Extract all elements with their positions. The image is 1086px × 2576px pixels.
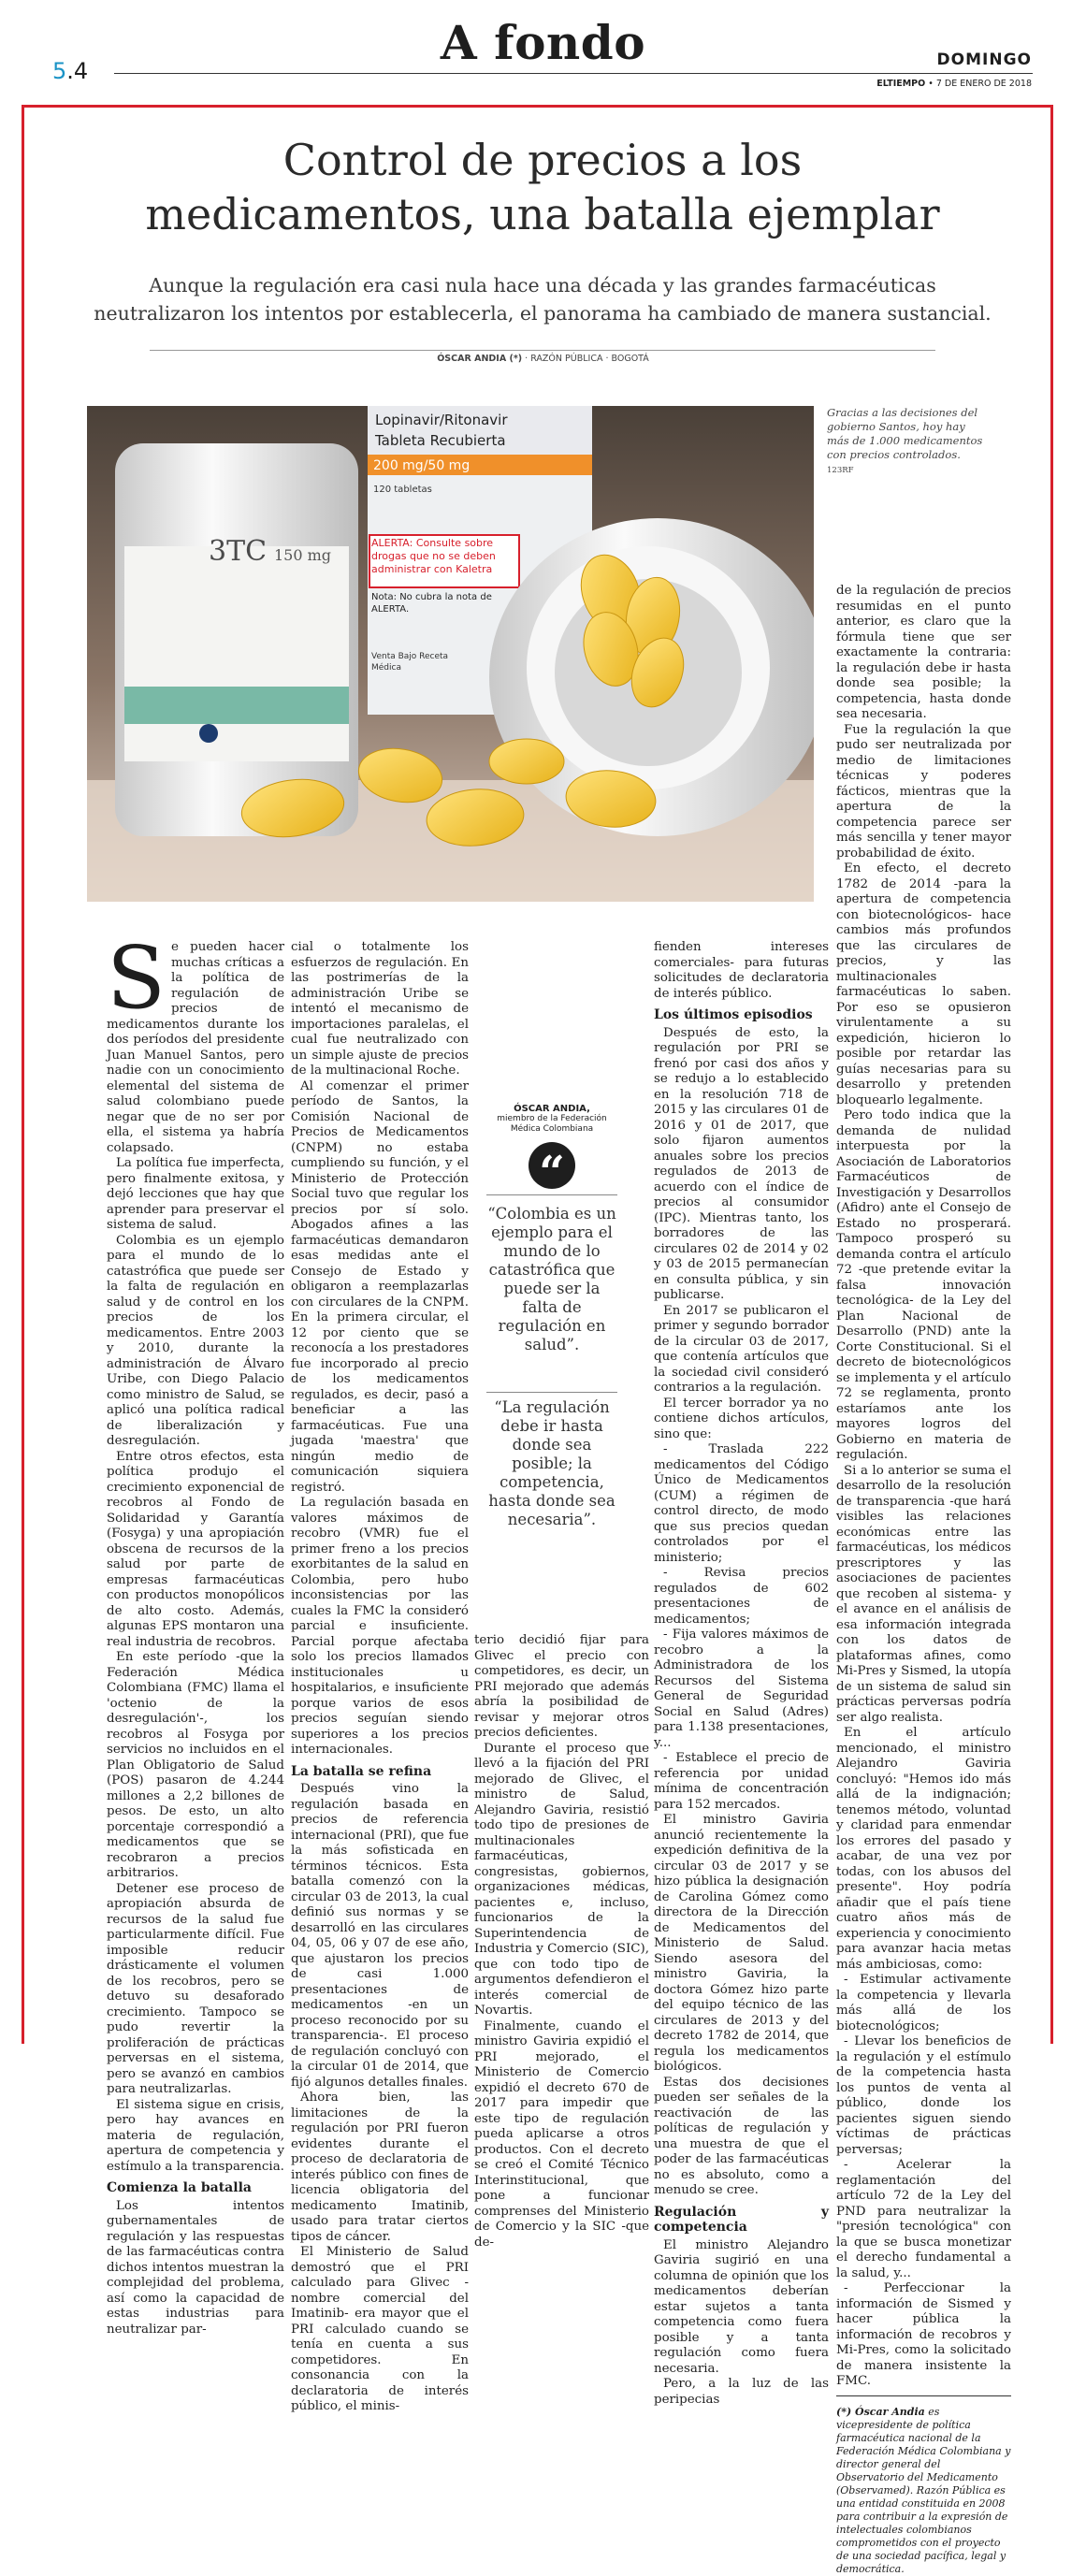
body-column-4 bbox=[654, 940, 829, 2408]
section-title: A fondo bbox=[440, 15, 646, 70]
body-paragraph: Después vino la regulación basada en precios de referencia internacional (PRI), que fue la más sofisticada en términos técnicos. Esta batalla comenzó con la circular 03 de 2013, la cual definió sus normas y se desarrolló en las circulares 04, 05, 06 y 07 de ese año, que ajustaron los precios de casi 1.000 presentaciones de medicamentos -en un proceso reconocido por su transparencia-. El proceso de regulación concluyó con la circular 01 de 2014, que fijó algunos detalles finales. bbox=[291, 1782, 469, 2090]
body-paragraph: Pero, a la luz de las peripecias bbox=[654, 2377, 829, 2407]
body-paragraph: - Acelerar la reglamentación del artículo 72 de la Ley del PND para neutralizar la "presión tecnológica" con la que se busca monetizar el derecho fundamental a la salud, y... bbox=[836, 2158, 1011, 2280]
bio-text: es vicepresidente de política farmacéutica nacional de la Federación Médica Colombiana y director general del Observatorio del Medicamento (Observamed). Razón Pública es una entidad constituida en 2008 para contribuir a la expresión de intelectuales colombianos comprometidos con el proyecto de una sociedad pacífica, legal y democrática. bbox=[836, 2405, 1011, 2575]
box-dose: 200 mg/50 mg bbox=[373, 458, 471, 473]
author-bio bbox=[836, 2406, 1011, 2576]
body-paragraph: Después de esto, la regulación por PRI se frenó por casi dos años y se redujo a lo establecido en la resolución 718 de 2015 y las circulares 01 de 2016 y 01 de 2017, que solo fijaron aumentos anuales sobre los precios regulados de 2013 de acuerdo con el índice de precios al consumidor (IPC). Mientras tanto, los borradores de las circulares 02 de 2014 y 02 y 03 de 2015 permanecían en consulta pública, y sin publicarse. bbox=[654, 1025, 829, 1302]
body-paragraph: Pero todo indica que la demanda de nulidad interpuesta por la Asociación de Laboratorios Farmacéuticos de Investigación y Desarrollos (Afidro) ante el Consejo de Estado no prosperará. Tampoco prosperó su demanda contra el artículo 72 -que pretende evitar la falsa innovación tecnológica- de la Ley del Plan Nacional de Desarrollo (PND) ante la Corte Constitucional. Si el decreto de biotecnológicos se implementa y el artículo 72 se reglamenta, pronto estaríamos ante los mayores logros del Gobierno en materia de regulación. bbox=[836, 1108, 1011, 1462]
bio-rule bbox=[836, 2395, 1011, 2396]
body-paragraph: En 2017 se publicaron el primer y segundo borrador de la circular 03 de 2017, que contenía artículos que la sociedad civil consideró contrarios a la regulación. bbox=[654, 1303, 829, 1395]
body-paragraph: El tercer borrador ya no contiene dichos artículos, sino que: bbox=[654, 1396, 829, 1441]
box-alert: ALERTA: Consulte sobre drogas que no se deben administrar con Kaletra bbox=[371, 537, 496, 575]
box-sale: Venta Bajo Receta Médica bbox=[371, 652, 449, 673]
header-rule bbox=[114, 73, 1033, 74]
byline-rule bbox=[150, 350, 935, 351]
body-paragraph: El Ministerio de Salud demostró que el PRI calculado para Glivec -nombre comercial del Imatinib- era mayor que el PRI calculado cuando se tenía en cuenta a sus competidores. En consonancia con la declaratoria de interés público, el minis- bbox=[291, 2245, 469, 2413]
photo-caption bbox=[827, 406, 991, 478]
bio-name: (*) Óscar Andia bbox=[836, 2405, 925, 2418]
subhead-regulacion: Regulación y competencia bbox=[654, 2204, 829, 2235]
body-paragraph: La regulación basada en valores máximos de recobro (VMR) fue el primer freno a los precios exorbitantes de la salud en Colombia, pero hubo inconsistencias por las cuales la FMC la consideró parcial e insuficiente. Parcial porque afectaba solo los precios llamados institucionales u hospitalarios, e insuficiente porque varios de esos precios seguían siendo superiores a los precios internacionales. bbox=[291, 1496, 469, 1757]
headline-line-2: medicamentos, una batalla ejemplar bbox=[145, 189, 940, 239]
body-paragraph: El ministro Alejandro Gaviria sugirió en una columna de opinión que los medicamentos deberían estar sujetos a tanta competencia como fuera posible y a tanta regulación como fuera necesaria. bbox=[654, 2237, 829, 2376]
body-paragraph: Entre otros efectos, esta política produjo el crecimiento exponencial de recobros al Fondo de Solidaridad y Garantía (Fosyga) y una apropiación obscena de recursos de la salud por parte de empresas farmacéuticas con productos monopólicos de alto costo. Además, algunas EPS montaron una real industria de recobros. bbox=[107, 1449, 284, 1649]
body-paragraph: - Traslada 222 medicamentos del Código Único de Medicamentos (CUM) a régimen de control directo, de modo que sus precios quedan controlados por el ministerio; bbox=[654, 1442, 829, 1565]
body-column-1 bbox=[107, 928, 284, 2337]
section-number: 5 bbox=[52, 58, 67, 84]
body-paragraph: fienden intereses comerciales- para futuras solicitudes de declaratoria de interés público. bbox=[654, 940, 829, 1001]
body-paragraph: Ahora bien, las limitaciones de la regulación por PRI fueron evidentes durante el proceso de declaratoria de interés público con fines de licencia obligatoria del medicamento Imatinib, usado para tratar ciertos tipos de cáncer. bbox=[291, 2091, 469, 2244]
left-bottle-dose: 150 mg bbox=[274, 546, 332, 564]
body-paragraph: Durante el proceso que llevó a la fijación del PRI mejorado de Glivec, el ministro de Salud, Alejandro Gaviria, resistió todo tipo de presiones de multinacionales farmacéuticas, congresistas, gobiernos, organizaciones médicas, pacientes e, incluso, funcionarios de la Superintendencia de Industria y Comercio (SIC), que con todo tipo de argumentos defendieron el interés comercial de Novartis. bbox=[474, 1741, 649, 2018]
caption-text: Gracias a las decisiones del gobierno Santos, hoy hay más de 1.000 medicamentos con precios controlados. bbox=[827, 406, 983, 461]
headline bbox=[56, 133, 1029, 241]
box-note: Nota: No cubra la nota de ALERTA. bbox=[371, 592, 492, 615]
page-index: .4 bbox=[66, 58, 89, 84]
body-paragraph: En efecto, el decreto 1782 de 2014 -para la apertura de competencia con biotecnológicos- hace cambios más profundos que las circulares de precios, y las multinacionales farmacéuticas lo saben. Por eso se opusieron virulentamente a su expedición, hicieron lo posible por retardar las guías necesarias para su desarrollo y pretenden bloquearlo legalmente. bbox=[836, 861, 1011, 1107]
left-bottle-label: 3TC bbox=[209, 535, 268, 568]
quote-box bbox=[486, 1104, 617, 1529]
day-label: DOMINGO bbox=[936, 51, 1032, 69]
left-bottle bbox=[115, 443, 358, 836]
date-text: • 7 DE ENERO DE 2018 bbox=[925, 79, 1032, 89]
deck: Aunque la regulación era casi nula hace una década y las grandes farmacéuticas neutralizaron los intentos por establecerla, el panorama ha cambiado de manera sustancial. bbox=[94, 274, 992, 325]
lead-paragraph bbox=[107, 928, 284, 1156]
box-count: 120 tabletas bbox=[373, 485, 432, 495]
byline-author: ÓSCAR ANDIA (*) bbox=[437, 354, 523, 364]
drop-cap: S bbox=[107, 928, 167, 1028]
body-paragraph: En este período -que la Federación Médica Colombiana (FMC) llama el 'octenio de la desregulación'-, los recobros al Fosyga por servicios no incluidos en el Plan Obligatorio de Salud (POS) pasaron de 4.244 millones a 2,2 billones de pesos. De esto, un alto porcentaje correspondió a medicamentos que se recobraron a precios arbitrarios. bbox=[107, 1650, 284, 1880]
body-paragraph: - Revisa precios regulados de 602 presentaciones de medicamentos; bbox=[654, 1566, 829, 1627]
lead-text: e pueden hacer muchas críticas a la política de regulación de precios de medicamentos durante los dos períodos del presidente Juan Manuel Santos, pero nadie con un conocimiento elemental del sistema de salud colombiano puede negar que de no ser por ella, el sistema ya habría colapsado. bbox=[107, 940, 284, 1155]
body-paragraph: terio decidió fijar para Glivec el precio con competidores, es decir, un PRI mejorado que además abría la posibilidad de revisar y mejorar otros precios deficientes. bbox=[474, 1633, 649, 1740]
body-paragraph: - Fija valores máximos de recobro a la Administradora de los Recursos del Sistema General de Seguridad Social en Salud (Adres) para 1.138 presentaciones, y... bbox=[654, 1628, 829, 1750]
subhead-refina: La batalla se refina bbox=[291, 1763, 432, 1779]
body-paragraph: En el artículo mencionado, el ministro Alejandro Gaviria concluyó: "Hemos ido más allá de la indignación; tenemos método, voluntad y claridad para enmendar los errores del pasado y acabar, de una vez por todas, con los abusos del presente". Hoy podría añadir que el país tiene cuatro años más de experiencia y conocimiento para avanzar hacia metas más ambiciosas, como: bbox=[836, 1726, 1011, 1972]
medicine-photo-illustration bbox=[87, 406, 814, 902]
body-paragraph: cial o totalmente los esfuerzos de regulación. En las postrimerías de la administración Uribe se intentó el mecanismo de importaciones paralelas, el cual fue neutralizado con un simple ajuste de precios de la multinacional Roche. bbox=[291, 940, 469, 1078]
body-paragraph: - Establece el precio de referencia por unidad mínima de concentración para 152 mercados. bbox=[654, 1751, 829, 1812]
body-paragraph: La política fue imperfecta, pero finalmente exitosa, y dejó lecciones que hay que aprender para preservar el sistema de salud. bbox=[107, 1156, 284, 1232]
body-paragraph: - Estimular activamente la competencia y llevarla más allá de los biotecnológicos; bbox=[836, 1973, 1011, 2033]
article-photo bbox=[87, 406, 814, 902]
body-paragraph: Finalmente, cuando el ministro Gaviria expidió el PRI mejorado, el Ministerio de Comercio expidió el decreto 670 de 2017 para impedir que este tipo de regulación pueda aplicarse a otros productos. Con el decreto se creó el Comité Técnico Interinstitucional, que pone a funcionar comprenses del Ministerio de Comercio y la SIC -que de- bbox=[474, 2019, 649, 2250]
body-paragraph: Estas dos decisiones pueden ser señales de la reactivación de las políticas de regulación y una muestra de que el poder de las farmacéuticas no es absoluto, como a menudo se cree. bbox=[654, 2075, 829, 2197]
body-paragraph: Colombia es un ejemplo para el mundo de lo catastrófica que puede ser la falta de regulación en salud y de control en los precios de los medicamentos. Entre 2003 y 2010, durante la administración de Álvaro Uribe, con Diego Palacio como ministro de Salud, se aplicó una política radical de liberalización y desregulación. bbox=[107, 1233, 284, 1448]
subhead-ultimos: Los últimos episodios bbox=[654, 1007, 813, 1022]
body-paragraph: Detener ese proceso de apropiación absurda de recursos de la salud fue particularmente difícil. Fue imposible reducir drásticamente el volumen de los recobros, pero se detuvo su desaforado crecimiento. Tampoco se pudo revertir la proliferación de prácticas perversas en el sistema, pero se avanzó en cambios para neutralizarlas. bbox=[107, 1881, 284, 2096]
body-paragraph: - Llevar los beneficios de la regulación y el estímulo de la competencia hasta los puntos de venta al público, donde los pacientes siguen siendo víctimas de prácticas perversas; bbox=[836, 2034, 1011, 2157]
byline bbox=[0, 354, 1086, 364]
quote-rule bbox=[486, 1392, 617, 1393]
body-paragraph: - Perfeccionar la información de Sismed y hacer pública la información de recobros y Mi-Pres, como la solicitado de manera insistente la FMC. bbox=[836, 2281, 1011, 2388]
box-line-2: Tableta Recubierta bbox=[375, 432, 506, 449]
body-paragraph: Fue la regulación la que pudo ser neutralizada por medio de limitaciones técnicas y poderes fácticos, mientras que la apertura de la competencia parece ser más sencilla y tener mayor probabilidad de éxito. bbox=[836, 722, 1011, 861]
body-column-3 bbox=[474, 1633, 649, 2250]
body-paragraph: El ministro Gaviria anunció recientemente la expedición definitiva de la circular 03 de 2017 y se hizo pública la designación de Carolina Gómez como directora de la Dirección de Medicamentos del Ministerio de Salud. Siendo asesora del ministro Gaviria, la doctora Gómez hizo parte del equipo técnico de las circulares de 2013 y del decreto 1782 de 2014, que regula los medicamentos biológicos. bbox=[654, 1813, 829, 2074]
publication-name: ELTIEMPO bbox=[876, 79, 926, 89]
box-line-1: Lopinavir/Ritonavir bbox=[375, 412, 508, 428]
body-paragraph: Los intentos gubernamentales de regulación y las respuestas de las farmacéuticas contra dichos intentos muestran la complejidad del problema, así como la capacidad de estas industrias para neutralizar par- bbox=[107, 2198, 284, 2337]
quote-author-role: miembro de la Federación Médica Colombiana bbox=[497, 1114, 607, 1134]
byline-source: · RAZÓN PÚBLICA · BOGOTÁ bbox=[522, 354, 649, 364]
body-paragraph: Al comenzar el primer período de Santos, la Comisión Nacional de Precios de Medicamentos (CNPM) no estaba cumpliendo su función, y el Ministerio de Protección Social tuvo que regular los precios por sí solo. Abogados afines a las farmacéuticas demandaron esas medidas ante el Consejo de Estado y obligaron a reemplazarlas con circulares de la CNPM. En la primera circular, el 12 por ciento que se reconocía a los prestadores fue incorporado al precio de los medicamentos regulados, es decir, pasó a beneficiar a las farmacéuticas. Fue una jugada 'maestra' que ningún medio de comunicación siquiera registró. bbox=[291, 1078, 469, 1495]
subhead-comienza: Comienza la batalla bbox=[107, 2180, 252, 2195]
photo-credit: 123RF bbox=[827, 466, 854, 475]
quote-author: ÓSCAR ANDIA, bbox=[514, 1104, 590, 1114]
body-column-2 bbox=[291, 940, 469, 2415]
publication-date bbox=[876, 79, 1032, 89]
body-paragraph: El sistema sigue en crisis, pero hay avances en materia de regulación, apertura de competencia y estímulo a la transparencia. bbox=[107, 2097, 284, 2174]
body-paragraph: Si a lo anterior se suma el desarrollo de la resolución de transparencia -que hará visibles las relaciones económicas entre las farmacéuticas, los médicos prescriptores y las asociaciones de pacientes que recoben al sistema- y el avance en el análisis de esa información integrada con los datos de plataformas afines, como Mi-Pres y Sismed, la utopía de un sistema de salud sin prácticas perversas podría ser algo realista. bbox=[836, 1463, 1011, 1725]
quote-mark-icon: “ bbox=[529, 1142, 575, 1189]
body-column-5 bbox=[836, 584, 1011, 2576]
body-paragraph: de la regulación de precios resumidas en el punto anterior, es claro que la fórmula tiene que ser exactamente la contraria: la regulación debe ir hasta donde sea posible; la competencia, hasta donde sea necesaria. bbox=[836, 584, 1011, 721]
pull-quote-1: “Colombia es un ejemplo para el mundo de lo catastrófica que puede ser la falta de regulación en salud”. bbox=[487, 1205, 616, 1353]
pull-quote-2: “La regulación debe ir hasta donde sea posible; la competencia, hasta donde sea necesaria”. bbox=[488, 1398, 615, 1528]
headline-line-1: Control de precios a los bbox=[282, 135, 803, 185]
